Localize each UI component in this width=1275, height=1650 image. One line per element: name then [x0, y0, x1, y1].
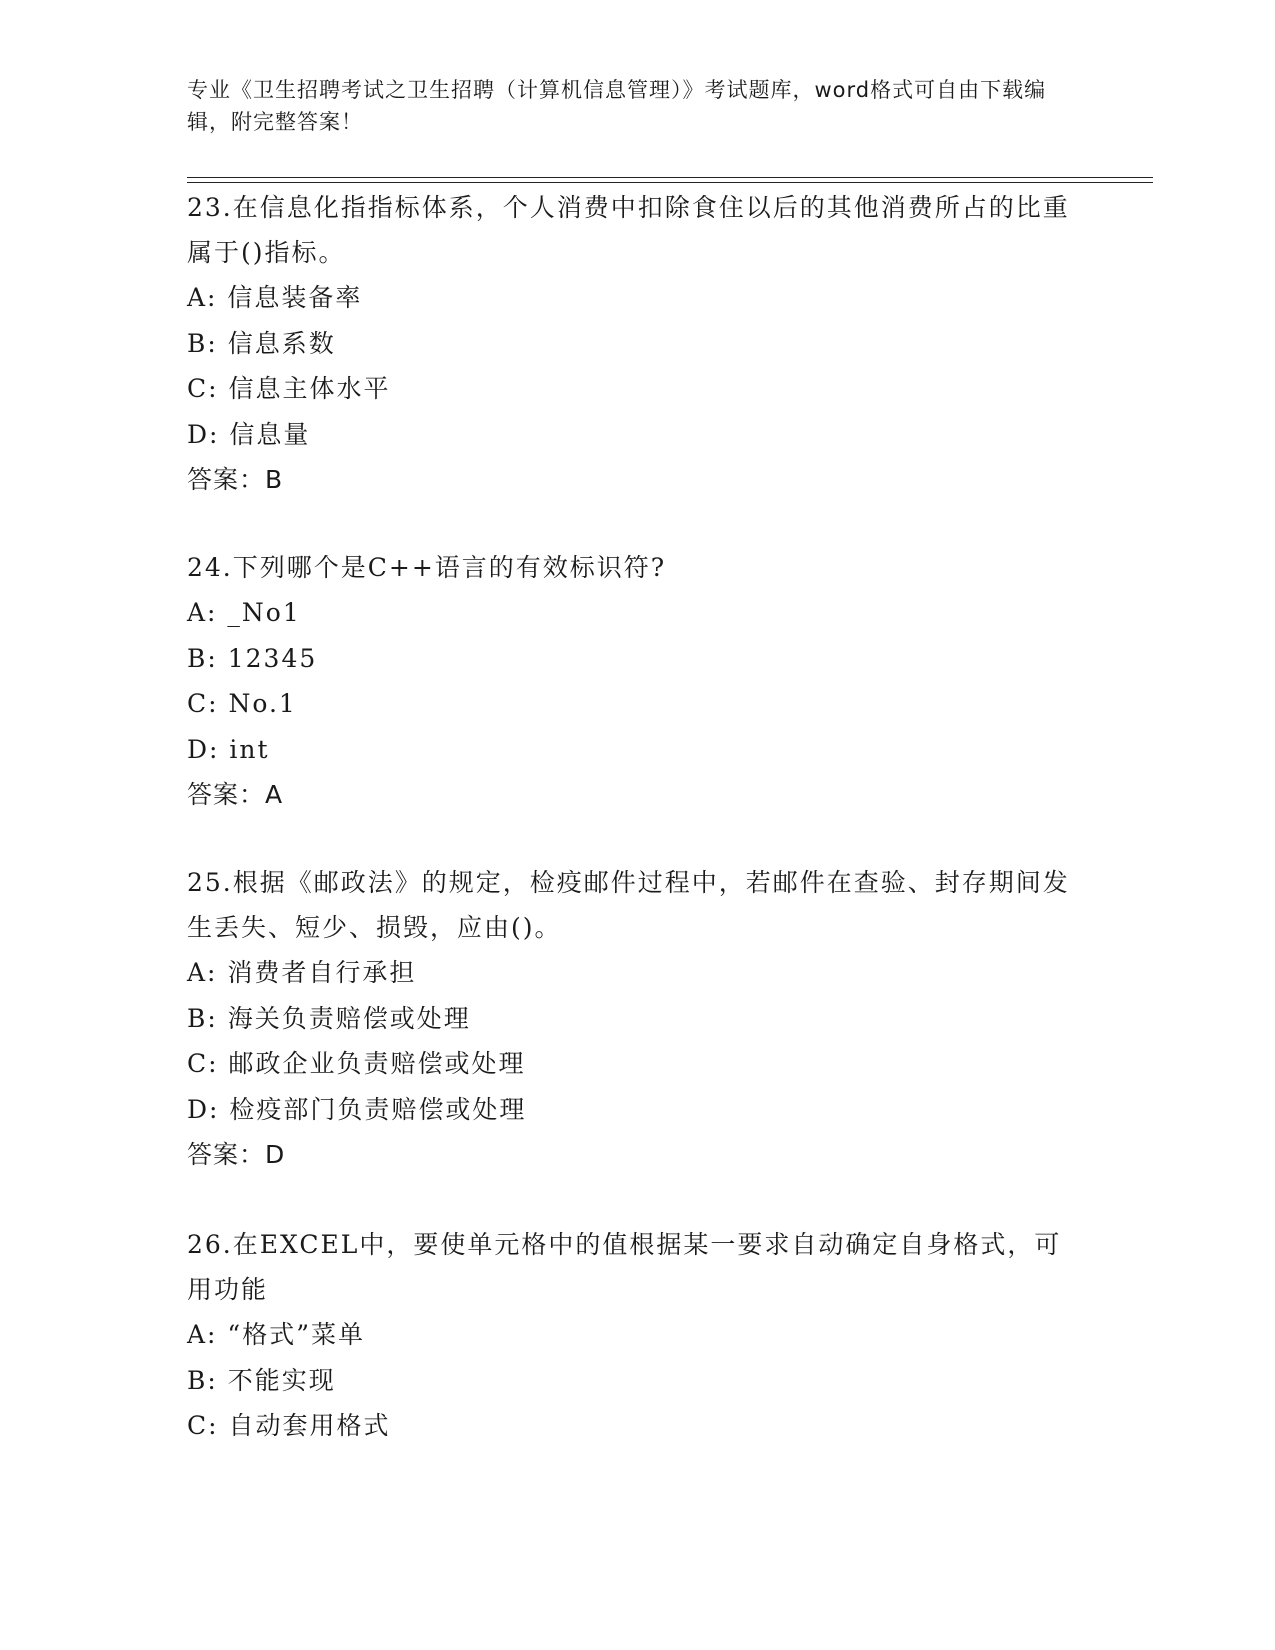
option-c: C: No.1	[187, 689, 297, 718]
option-b: B: 不能实现	[187, 1365, 336, 1395]
option-c: C: 自动套用格式	[187, 1411, 391, 1440]
question-stem: 25.根据《邮政法》的规定，检疫邮件过程中，若邮件在查验、封存期间发生丢失、短少、损毁，应由()。	[187, 868, 1070, 942]
answer: 答案：A	[187, 780, 284, 809]
option-a: A: _No1	[187, 598, 301, 627]
option-b: B: 海关负责赔偿或处理	[187, 1003, 471, 1033]
option-a: A: 信息装备率	[187, 283, 363, 312]
option-a: A: 消费者自行承担	[187, 958, 417, 987]
option-c: C: 信息主体水平	[187, 374, 391, 403]
option-c: C: 邮政企业负责赔偿或处理	[187, 1049, 526, 1078]
question-24	[187, 545, 1087, 817]
header-divider-bottom	[187, 182, 1153, 183]
answer: 答案：D	[187, 1140, 286, 1169]
header-divider-top	[187, 177, 1153, 178]
option-d: D: 信息量	[187, 419, 311, 449]
option-d: D: 检疫部门负责赔偿或处理	[187, 1094, 527, 1124]
question-26	[187, 1222, 1087, 1449]
question-stem: 26.在EXCEL中，要使单元格中的值根据某一要求自动确定自身格式，可用功能	[187, 1230, 1062, 1304]
option-b: B: 信息系数	[187, 328, 336, 358]
option-d: D: int	[187, 734, 270, 764]
option-b: B: 12345	[187, 643, 318, 673]
question-25	[187, 860, 1087, 1177]
answer: 答案：B	[187, 465, 284, 494]
document-header: 专业《卫生招聘考试之卫生招聘（计算机信息管理）》考试题库，word格式可自由下载编辑，附完整答案！	[187, 78, 1047, 134]
option-a: A: “格式”菜单	[187, 1320, 365, 1349]
question-stem: 23.在信息化指指标体系，个人消费中扣除食住以后的其他消费所占的比重属于()指标。	[187, 193, 1070, 267]
question-stem: 24.下列哪个是C++语言的有效标识符?	[187, 553, 667, 582]
question-23	[187, 185, 1087, 502]
